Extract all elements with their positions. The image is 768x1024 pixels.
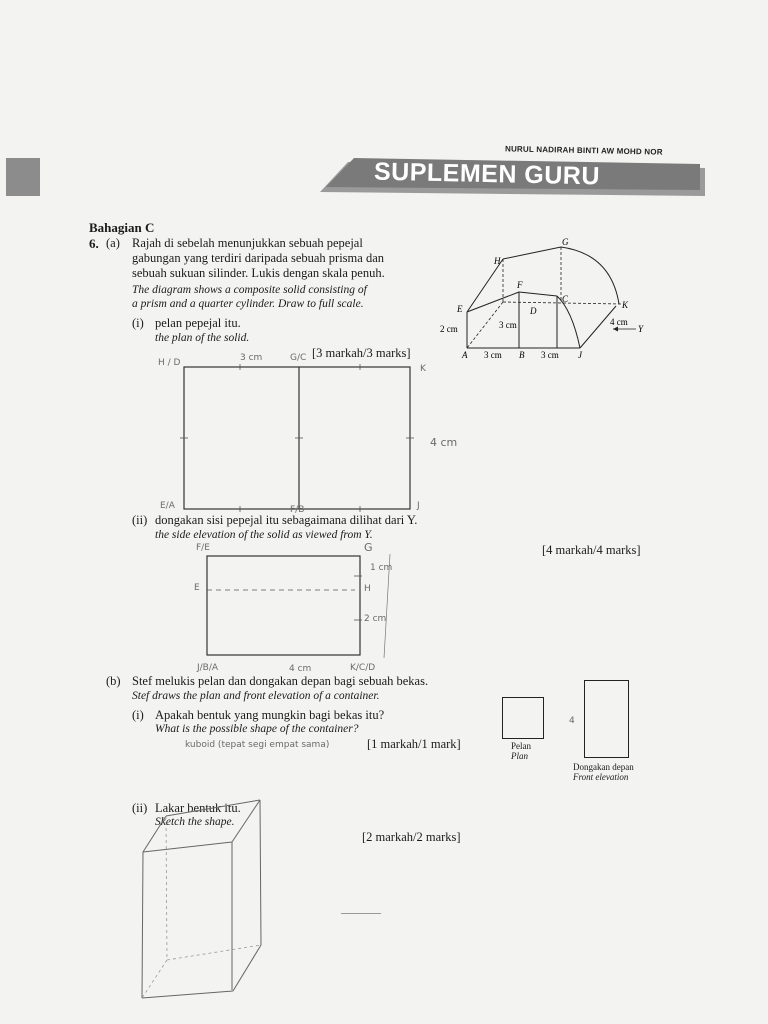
elev-corner-top-left: F/E (196, 543, 210, 553)
elev-top-right-label: G (364, 541, 373, 554)
sub-ii-label: (ii) (132, 513, 148, 527)
point-h-label: H (494, 256, 501, 266)
point-b-label: B (519, 350, 525, 360)
dim-ab-label: 3 cm (484, 350, 502, 360)
part-a-english (132, 283, 422, 311)
point-a-label: A (462, 350, 468, 360)
point-c-label: C (562, 294, 569, 304)
part-a-malay-line-3: sebuah sukuan silinder. Lukis dengan skala penuh. (132, 266, 385, 280)
container-plan-label (511, 741, 531, 761)
elev-right-mid-label: H (364, 584, 371, 594)
point-k-label: K (622, 300, 629, 310)
dim-k-depth-label: 4 cm (610, 317, 628, 327)
part-a-malay-line-2: gabungan yang terdiri daripada sebuah prisma dan (132, 251, 384, 265)
part-b-sub-ii-english: Sketch the shape. (155, 816, 235, 828)
sub-i-english: the plan of the solid. (155, 332, 250, 344)
container-front-elevation-rect (584, 680, 629, 758)
container-elev-label (573, 762, 634, 782)
view-y-label: Y (638, 324, 644, 334)
plan-bottom-mid-label: F/B (290, 505, 305, 515)
part-a-label: (a) (106, 236, 120, 250)
part-b-sub-i-answer: kuboid (tepat segi empat sama) (185, 740, 330, 750)
elev-bottom-dimension: 2 cm (364, 614, 387, 624)
view-arrowhead (613, 327, 618, 332)
plan-top-mid-label: G/C (290, 353, 307, 363)
plan-top-dimension: 3 cm (240, 353, 263, 363)
elev-top-dimension: 1 cm (370, 563, 393, 573)
part-a-malay-line-1: Rajah di sebelah menunjukkan sebuah pepejal (132, 236, 363, 250)
part-b-english: Stef draws the plan and front elevation of a container. (132, 690, 380, 702)
section-heading: Bahagian C (89, 220, 155, 235)
dim-depth-label: 3 cm (499, 320, 517, 330)
part-a-english-line-2: a prism and a quarter cylinder. Draw to full scale. (132, 298, 364, 310)
elev-corner-bottom-left: J/B/A (197, 663, 219, 673)
elev-left-mid-label: E (194, 583, 200, 593)
author-name: NURUL NADIRAH BINTI AW MOHD NOR (504, 144, 663, 157)
point-d-label: D (530, 306, 537, 316)
point-e-label: E (457, 304, 463, 314)
question-number: 6. (89, 236, 99, 251)
part-b-sub-ii-label: (ii) (132, 801, 148, 815)
side-elevation-drawing (190, 540, 410, 670)
cuboid-sketch (130, 790, 280, 1005)
sub-i-marks: [3 markah/3 marks] (312, 346, 411, 360)
sub-i-label: (i) (132, 316, 144, 330)
dim-height-label: 2 cm (440, 324, 458, 334)
point-f-label: F (517, 280, 523, 290)
part-b-sub-ii-marks: [2 markah/2 marks] (362, 830, 461, 844)
part-b-label: (b) (106, 674, 121, 688)
dim-bj-label: 3 cm (541, 350, 559, 360)
composite-solid-diagram (436, 236, 656, 366)
container-elev-side-label: 4 (569, 716, 575, 726)
container-plan-square (502, 697, 544, 739)
sub-ii-malay: dongakan sisi pepejal itu sebagaimana dilihat dari Y. (155, 513, 418, 527)
container-elev-label-english: Front elevation (573, 772, 629, 782)
stray-pencil-mark (341, 913, 381, 914)
elev-bottom-dimension-width: 4 cm (289, 664, 312, 674)
part-a-english-line-1: The diagram shows a composite solid consisting of (132, 284, 367, 296)
plan-corner-top-left: H / D (158, 358, 181, 368)
part-b-malay: Stef melukis pelan dan dongakan depan bagi sebuah bekas. (132, 674, 429, 688)
part-b-sub-i-label: (i) (132, 708, 144, 722)
sub-i-malay: pelan pepejal itu. (155, 316, 241, 330)
container-plan-label-malay: Pelan (511, 741, 531, 751)
container-elev-label-malay: Dongakan depan (573, 762, 634, 772)
point-j-label: J (578, 350, 582, 360)
banner-title: SUPLEMEN GURU (373, 157, 601, 191)
part-b-sub-ii-malay: Lakar bentuk itu. (155, 801, 241, 815)
sub-ii-english: the side elevation of the solid as viewed from Y. (155, 529, 373, 541)
part-b-sub-i-malay: Apakah bentuk yang mungkin bagi bekas itu? (155, 708, 385, 722)
plan-corner-top-right: K (420, 364, 426, 374)
point-g-label: G (562, 237, 569, 247)
part-a-malay (132, 236, 422, 281)
page-edge-tab (6, 158, 40, 196)
elev-corner-bottom-right: K/C/D (350, 663, 376, 673)
sub-ii-marks: [4 markah/4 marks] (542, 543, 641, 557)
plan-corner-bottom-left: E/A (160, 501, 175, 511)
part-b-sub-i-marks: [1 markah/1 mark] (367, 737, 461, 751)
part-b-sub-i-english: What is the possible shape of the container? (155, 723, 359, 735)
plan-corner-bottom-right: J (417, 501, 420, 511)
container-plan-label-english: Plan (511, 751, 528, 761)
plan-right-dimension: 4 cm (430, 436, 458, 449)
